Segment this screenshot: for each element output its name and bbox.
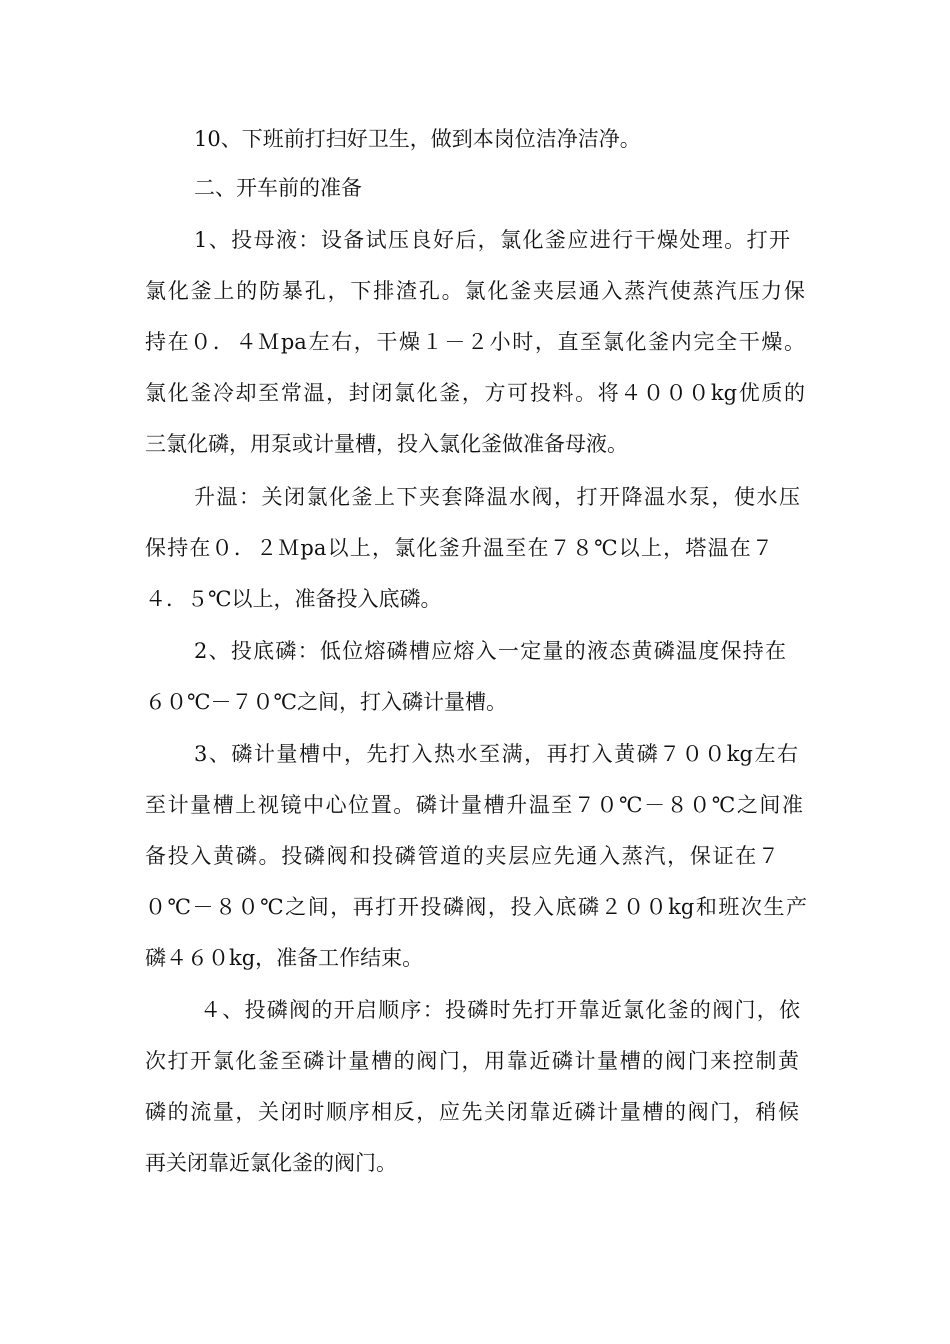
text-line-3: 1、投母液：设备试压良好后，氯化釜应进行干燥处理。打开	[194, 228, 790, 252]
text-line-12: ６０℃－７０℃之间，打入磷计量槽。	[145, 690, 507, 714]
text-line-13: 3、磷计量槽中，先打入热水至满，再打入黄磷７００kg左右	[194, 742, 798, 766]
text-line-8: 升温：关闭氯化釜上下夹套降温水阀，打开降温水泵，使水压	[194, 485, 800, 509]
text-line-9: 保持在０．２Ｍpa以上，氯化釜升温至在７８℃以上，塔温在７	[145, 536, 773, 560]
text-line-17: 磷４６０kg，准备工作结束。	[145, 946, 424, 970]
text-line-14: 至计量槽上视镜中心位置。磷计量槽升温至７０℃－８０℃之间准	[145, 793, 803, 817]
text-line-18: ４、投磷阀的开启顺序：投磷时先打开靠近氯化釜的阀门，依	[200, 998, 800, 1022]
text-line-5: 持在０．４Ｍpa左右，干燥１－２小时，直至氯化釜内完全干燥。	[145, 330, 805, 354]
text-line-15: 备投入黄磷。投磷阀和投磷管道的夹层应先通入蒸汽，保证在７	[145, 844, 779, 868]
text-line-19: 次打开氯化釜至磷计量槽的阀门，用靠近磷计量槽的阀门来控制黄	[145, 1049, 799, 1073]
text-line-10: ４．５℃以上，准备投入底磷。	[145, 587, 442, 611]
section-heading: 二、开车前的准备	[194, 176, 362, 200]
text-line-20: 磷的流量，关闭时顺序相反，应先关闭靠近磷计量槽的阀门，稍候	[145, 1100, 799, 1124]
text-line-16: ０℃－８０℃之间，再打开投磷阀，投入底磷２００kg和班次生产	[145, 895, 807, 919]
text-line-21: 再关闭靠近氯化釜的阀门。	[145, 1151, 397, 1175]
text-line-6: 氯化釜冷却至常温，封闭氯化釜，方可投料。将４０００kg优质的	[145, 381, 805, 405]
text-line-4: 氯化釜上的防暴孔，下排渣孔。氯化釜夹层通入蒸汽使蒸汽压力保	[145, 279, 805, 303]
text-line-1: 10、下班前打扫好卫生，做到本岗位洁净洁净。	[194, 127, 641, 151]
text-line-11: 2、投底磷：低位熔磷槽应熔入一定量的液态黄磷温度保持在	[194, 639, 786, 663]
text-line-7: 三氯化磷，用泵或计量槽，投入氯化釜做准备母液。	[145, 432, 628, 456]
